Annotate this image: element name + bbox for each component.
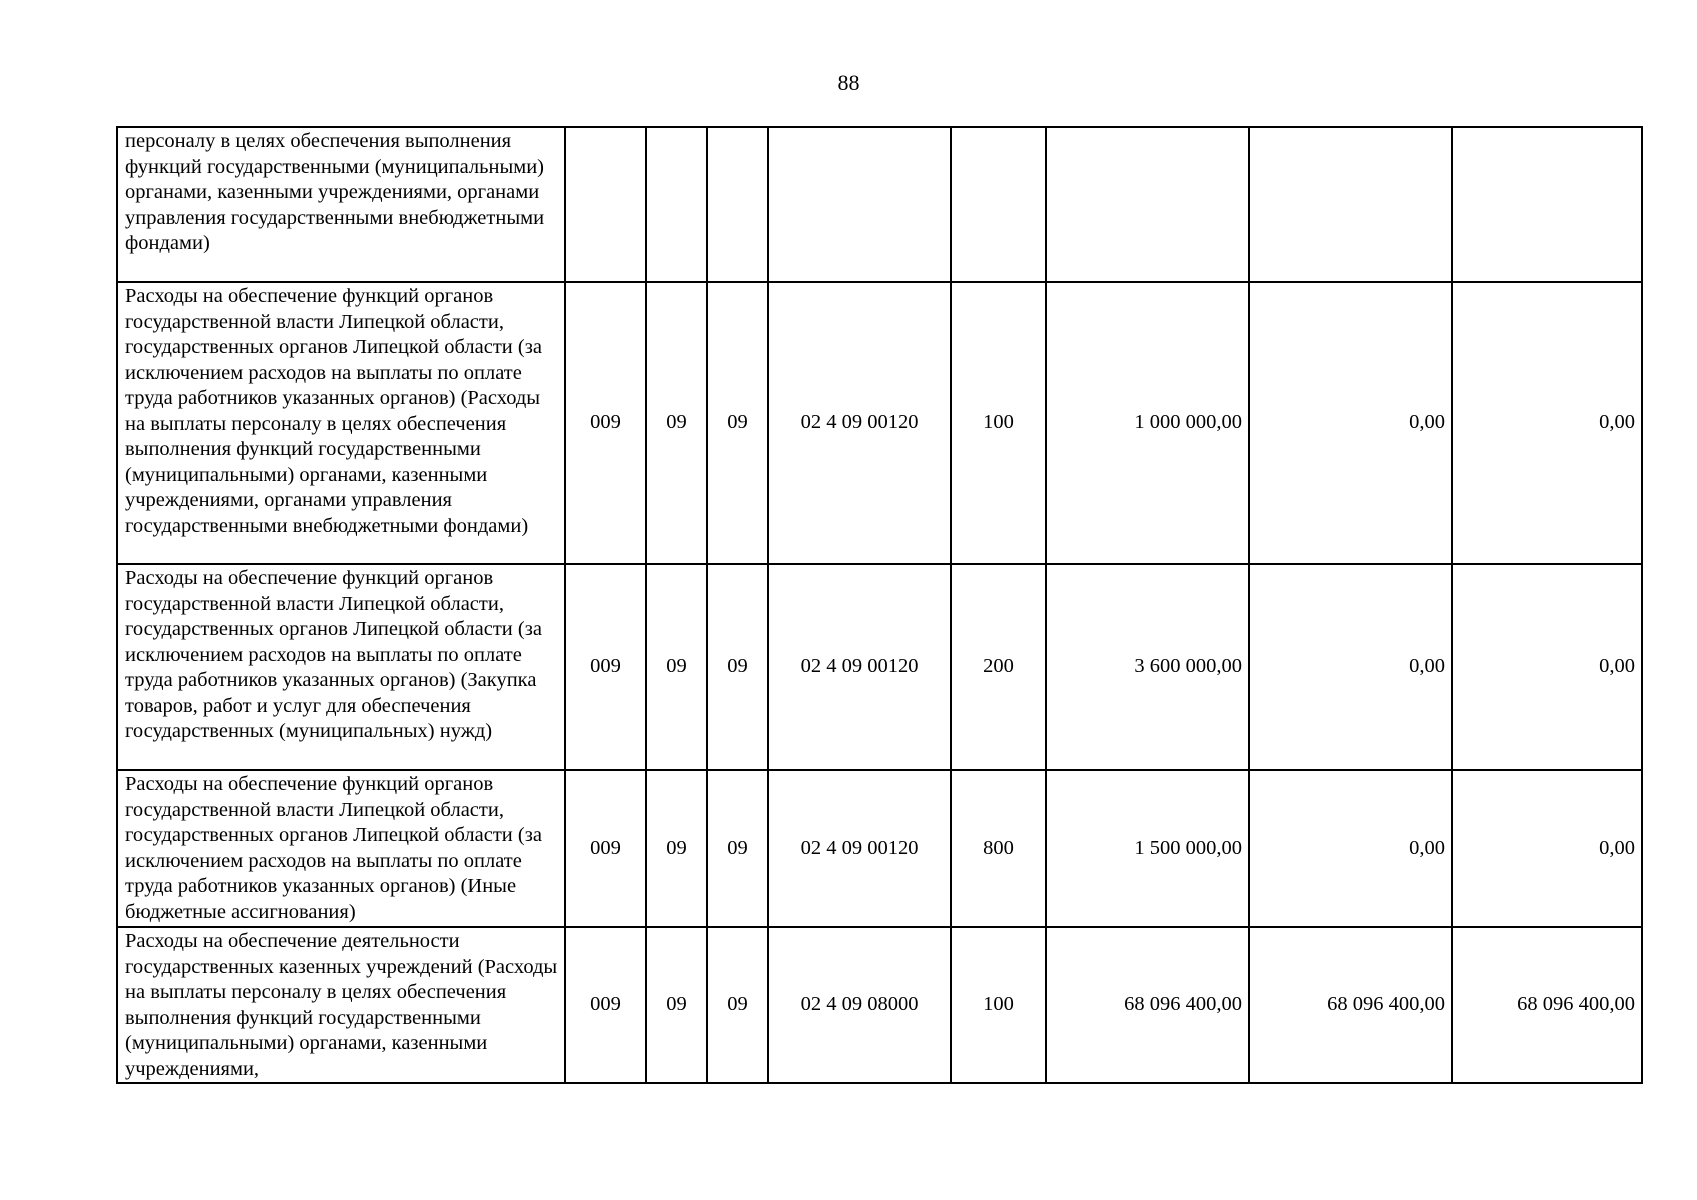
amount-year-1: 1 500 000,00 [1046, 770, 1249, 927]
subsection-code: 09 [707, 282, 768, 564]
table-row [117, 564, 1642, 770]
target-article-code: 02 4 09 00120 [768, 770, 951, 927]
ministry-code: 009 [565, 927, 646, 1083]
row-description: персоналу в целях обеспечения выполнения функций государственными (муниципальными) органами, казенными учреждениями, органами управления государственными внебюджетными фондами) [117, 127, 565, 282]
target-article-code: 02 4 09 00120 [768, 282, 951, 564]
amount-year-2: 0,00 [1249, 282, 1452, 564]
section-code: 09 [646, 770, 707, 927]
target-article-code [768, 127, 951, 282]
expense-type-code: 200 [951, 564, 1046, 770]
subsection-code: 09 [707, 564, 768, 770]
amount-year-1: 3 600 000,00 [1046, 564, 1249, 770]
expense-type-code: 100 [951, 282, 1046, 564]
page-number: 88 [837, 70, 860, 95]
amount-year-2 [1249, 127, 1452, 282]
ministry-code: 009 [565, 770, 646, 927]
amount-year-1: 1 000 000,00 [1046, 282, 1249, 564]
subsection-code [707, 127, 768, 282]
target-article-code: 02 4 09 00120 [768, 564, 951, 770]
table-row [117, 127, 1642, 282]
expense-type-code: 800 [951, 770, 1046, 927]
section-code: 09 [646, 927, 707, 1083]
amount-year-2: 68 096 400,00 [1249, 927, 1452, 1083]
amount-year-1: 68 096 400,00 [1046, 927, 1249, 1083]
row-description: Расходы на обеспечение функций органов государственной власти Липецкой области, государственных органов Липецкой области (за исключением расходов на выплаты по оплате труда работников указанных органов) (Иные бюджетные ассигнования) [117, 770, 565, 927]
amount-year-3: 0,00 [1452, 770, 1642, 927]
expense-type-code: 100 [951, 927, 1046, 1083]
ministry-code [565, 127, 646, 282]
amount-year-3: 68 096 400,00 [1452, 927, 1642, 1083]
table-row [117, 282, 1642, 564]
ministry-code: 009 [565, 564, 646, 770]
amount-year-3 [1452, 127, 1642, 282]
section-code: 09 [646, 282, 707, 564]
amount-year-1 [1046, 127, 1249, 282]
ministry-code: 009 [565, 282, 646, 564]
row-description: Расходы на обеспечение деятельности государственных казенных учреждений (Расходы на выплаты персоналу в целях обеспечения выполнения функций государственными (муниципальными) органами, казенными учреждениями, [117, 927, 565, 1083]
amount-year-2: 0,00 [1249, 564, 1452, 770]
subsection-code: 09 [707, 927, 768, 1083]
section-code: 09 [646, 564, 707, 770]
table-row [117, 770, 1642, 927]
row-description: Расходы на обеспечение функций органов государственной власти Липецкой области, государственных органов Липецкой области (за исключением расходов на выплаты по оплате труда работников указанных органов) (Закупка товаров, работ и услуг для обеспечения государственных (муниципальных) нужд) [117, 564, 565, 770]
section-code [646, 127, 707, 282]
amount-year-3: 0,00 [1452, 282, 1642, 564]
expense-type-code [951, 127, 1046, 282]
target-article-code: 02 4 09 08000 [768, 927, 951, 1083]
row-description: Расходы на обеспечение функций органов государственной власти Липецкой области, государственных органов Липецкой области (за исключением расходов на выплаты по оплате труда работников указанных органов) (Расходы на выплаты персоналу в целях обеспечения выполнения функций государственными (муниципальными) органами, казенными учреждениями, органами управления государственными внебюджетными фондами) [117, 282, 565, 564]
amount-year-3: 0,00 [1452, 564, 1642, 770]
amount-year-2: 0,00 [1249, 770, 1452, 927]
table-row [117, 927, 1642, 1083]
budget-table [116, 126, 1643, 1084]
subsection-code: 09 [707, 770, 768, 927]
